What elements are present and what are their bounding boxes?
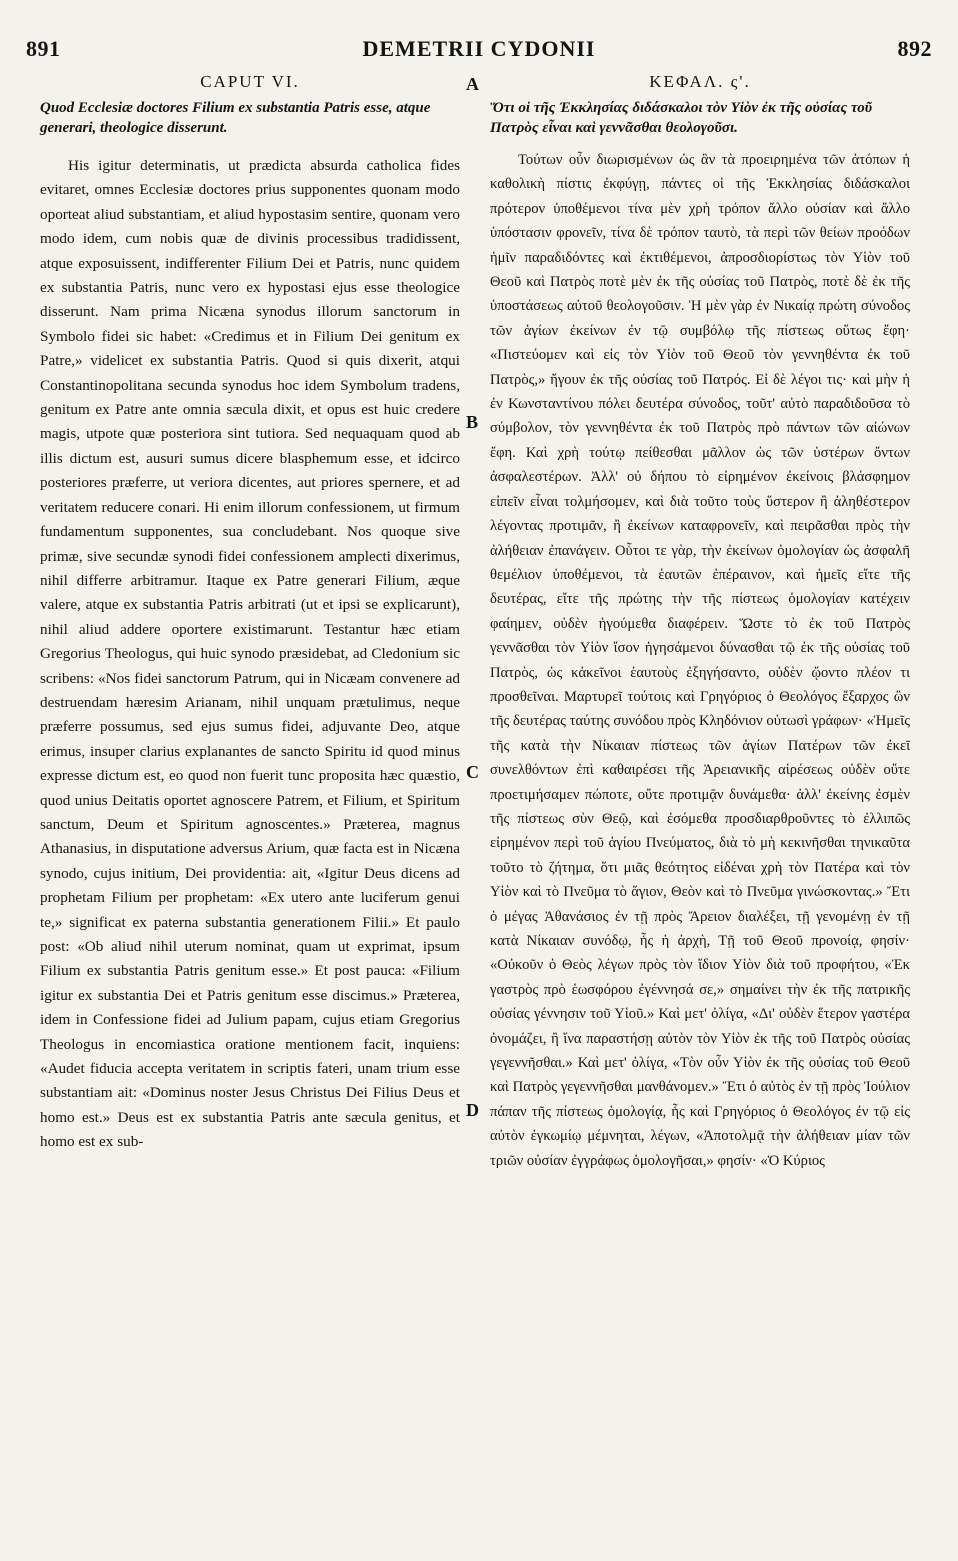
- greek-column: [490, 72, 910, 1173]
- latin-chapter-heading: Quod Ecclesiæ doctores Filium ex substantia Patris esse, atque generari, theologice disserunt.: [40, 100, 431, 136]
- latin-body-text: His igitur determinatis, ut prædicta absurda catholica fides evitaret, omnes Ecclesiæ doctores prius supponentes quonam modo oporteat aliud substantiam, et aliud hypostasim sentire, quonam vero modo idem, cum nobis quæ de divinis processibus tradidissent, atque exposuissent, indifferenter Filium Dei et Patris, nunc quidem ex substantia Patris, nunc vero ex hypostasi ejus esse theologice disserunt. Nam prima Nicæna synodus illorum sanctorum in Symbolo fidei sic habet: «Credimus et in Filium Dei genitum ex Patre,» videlicet ex substantia Patris. Quod si quis dixerit, atqui Constantinopolitana secunda synodus hoc idem Symbolum tradens, genitum ex Patre ante omnia sæcula dixit, et opus est huic credere magis, utpote quæ posteriora sint tutiora. Sed nequaquam quod ab illis dictum est, ausuri sumus dicere blasphemum esse, et idcirco posteriores præferre, ut veriora dicentes, aut priores spernere, et ad veritatem reducere conari. Hi enim illorum confessionem, ut firmum fundamentum supponentes, sua concludebant. Nos quoque sive primæ, sive secundæ synodi fidei confessionem amplecti dixerimus, nihil differre arbitramur. Itaque ex Patre generari Filium, æque valere, atque ex substantia Patris arbitrati (ut et ipsi se explicarunt), nihil aliud addere oportere existimarunt. Testantur hæc etiam Gregorius Theologus, qui huic synodo præsidebat, ad Cledonium sic scribens: «Nos fidei sanctorum Patrum, qui in Nicæam convenere ad destruendam hæresim Arianam, nihil unquam prætulimus, neque præferre possumus, sed ejus sumus fidei, adjuvante Deo, atque erimus, insuper clarius explanantes de sancto Spiritu id quod minus expresse dictum est, eo quod non fuerit tunc proposita hæc quæstio, quod unius Deitatis oportet agnoscere Patrem, et Filium, et Spiritum sanctum, Deum et Spiritum agnoscentes.» Præterea, magnus Athanasius, in disputatione adversus Arium, quæ facta est in Nicæna synodo, cujus initium, Dei providentia: ait, «Igitur Deus dicens ad prophetam Filium per prophetam: «Ex utero ante luciferum genui te,» significat ex paterna substantia generationem Filii.» Et paulo post: «Ob aliud nihil uterum nominat, quam ut exprimat, ipsum Filium ex substantia Patris genitum esse.» Et post pauca: «Filium igitur ex substantia Dei et Patris genitum esse discimus.» Præterea, idem in Confessione fidei ad Julium papam, cujus etiam Gregorius Theologus in encomiastica oratione mentionem facit, inquiens: «Audet fiducia accepta veritatem in scriptis fateri, unam trium esse substantiam ait: «Dominus noster Jesus Christus Dei Filius Deus et homo est.» Deus est ex substantia Patris ante sæcula genitus, et homo est ex sub-: [40, 157, 460, 1151]
- latin-chapter-title: CAPUT VI.: [200, 72, 300, 91]
- section-marker-b: B: [466, 412, 479, 432]
- left-page-number: 891: [26, 36, 61, 61]
- right-page-number: 892: [897, 36, 932, 61]
- greek-chapter-title: ΚΕΦΑΛ. ς'.: [649, 72, 751, 91]
- section-marker-a: A: [466, 74, 479, 94]
- section-marker-d: D: [466, 1100, 479, 1120]
- section-marker-c: C: [466, 762, 479, 782]
- latin-column: [40, 72, 460, 1155]
- greek-chapter-heading: Ὅτι οἱ τῆς Ἐκκλησίας διδάσκαλοι τὸν Υἱὸν ἐκ τῆς οὐσίας τοῦ Πατρὸς εἶναι καὶ γεννᾶσθαι θεολογοῦσι.: [490, 100, 873, 136]
- greek-body-text: Τούτων οὖν διωρισμένων ὡς ἂν τὰ προειρημένα τῶν ἀτόπων ἡ καθολικὴ πίστις ἐκφύγῃ, πάντες οἱ τῆς Ἐκκλησίας διδάσκαλοι πρότερον ὑποθέμενοι τίνα μὲν χρὴ τρόπον ἄλλο οὐσίαν καὶ ἄλλο ὑπόστασιν φρονεῖν, τίνα δὲ τρόπον ταυτὸ, τὰ περὶ τῶν θείων προόδων ἡμῖν παραδιδόντες καὶ ἐκτιθέμενοι, ἀπροσδιορίστως τὸν Υἱὸν τοῦ Θεοῦ καὶ Πατρὸς ποτὲ μὲν ἐκ τῆς οὐσίας τοῦ Πατρὸς, ποτὲ δὲ ἐκ τῆς ὑποστάσεως αὐτοῦ θεολογοῦσιν. Ἡ μὲν γὰρ ἐν Νικαίᾳ πρώτη σύνοδος τῶν ἁγίων ἐκείνων ἐν τῷ συμβόλῳ τῆς πίστεως οὕτως ἔφη· «Πιστεύομεν καὶ εἰς τὸν Υἱὸν τοῦ Θεοῦ τὸν γεννηθέντα ἐκ τοῦ Πατρὸς,» ἤγουν ἐκ τῆς οὐσίας τοῦ Πατρός. Εἰ δὲ λέγοι τις· καὶ μὴν ἡ ἐν Κωνσταντίνου πόλει δευτέρα σύνοδος, τοῦτ' αὐτὸ παραδιδοῦσα τὸ σύμβολον, τὸν γεννηθέντα ἐκ τοῦ Πατρὸς πρὸ πάντων τῶν αἰώνων ἔφη. Καὶ χρὴ τούτῳ πείθεσθαι μᾶλλον ὡς τῶν ὑστέρων ὄντων ἀσφαλεστέρων. Ἀλλ' οὐ δήπου τὸ εἰρημένον ἐκείνοις βλάσφημον εἰπεῖν εἶναι τολμήσομεν, καὶ διὰ τοῦτο τοὺς ὕστερον ἢ ἀληθέστερον λέγοντας προτιμᾶν, ἢ ἐκείνων καταφρονεῖν, καὶ πειρᾶσθαι πρὸς τὴν ἀλήθειαν ἐπανάγειν. Οὗτοι τε γὰρ, τὴν ἐκείνων ὁμολογίαν ὡς ἀσφαλῆ θεμέλιον ὑποθέμενοι, τὰ ἑαυτῶν ἐπέραινον, καὶ ἡμεῖς εἴτε τῆς δευτέρας, εἴτε τῆς πρώτης τὴν τῆς πίστεως ὁμολογίαν κατέχειν φαίημεν, οὐδὲν ἡγούμεθα διαφέρειν. Ὥστε τὸ ἐκ τοῦ Πατρὸς γεννᾶσθαι τὸν Υἱὸν ἴσον ἡγησάμενοι δύνασθαι τῷ ἐκ τῆς οὐσίας τοῦ Πατρὸς, ὡς κἀκεῖνοι ἑαυτοὺς ἐξηγήσαντο, οὐδὲν ᾤοντο πλέον τι προσθεῖναι. Μαρτυρεῖ τούτοις καὶ Γρηγόριος ὁ Θεολόγος ἔξαρχος ὢν τῆς δευτέρας ταύτης συνόδου πρὸς Κληδόνιον οὑτωσὶ γράφων· «Ἡμεῖς τῆς κατὰ τὴν Νίκαιαν πίστεως τῶν ἁγίων Πατέρων τῶν ἐκεῖ συνελθόντων ἐπὶ καθαιρέσει τῆς Ἀρειανικῆς αἱρέσεως οὐδὲν οὔτε προετιμήσαμεν πώποτε, οὔτε προτιμᾷν δυνάμεθα· ἀλλ' ἐκείνης ἐσμὲν τῆς πίστεως σὺν Θεῷ, καὶ ἐσόμεθα προσδιαρθροῦντες τὸ ἐλλιπῶς εἰρημένον περὶ τοῦ ἁγίου Πνεύματος, διὰ τὸ μὴ κεκινῆσθαι τηνικαῦτα τοῦτο τὸ ζήτημα, ὅτι μιᾶς θεότητος εἰδέναι χρὴ τὸν Πατέρα καὶ τὸν Υἱὸν καὶ τὸ Πνεῦμα τὸ ἅγιον, Θεὸν καὶ τὸ Πνεῦμα γινώσκοντας.» Ἔτι ὁ μέγας Ἀθανάσιος ἐν τῇ πρὸς Ἄρειον διαλέξει, τῇ γενομένῃ ἐν τῇ κατὰ Νίκαιαν συνόδῳ, ἧς ἡ ἀρχὴ, Τῇ τοῦ Θεοῦ προνοίᾳ, φησίν· «Οὐκοῦν ὁ Θεὸς λέγων πρὸς τὸν ἴδιον Υἱὸν διὰ τοῦ προφήτου, «Ἐκ γαστρὸς πρὸ ἑωσφόρου ἐγέννησά σε,» σημαίνει τὴν ἐκ τῆς πατρικῆς οὐσίας γέννησιν τοῦ Υἱοῦ.» Καὶ μετ' ὀλίγα, «Δι' οὐδὲν ἕτερον γαστέρα ὀνομάζει, ἢ ἵνα παραστήσῃ αὐτὸν τὸν Υἱὸν ἐκ τῆς τοῦ Πατρὸς οὐσίας γεγεννῆσθαι.» Καὶ μετ' ὀλίγα, «Τὸν οὖν Υἱὸν ἐκ τῆς οὐσίας τοῦ Θεοῦ καὶ Πατρὸς γεγεννῆσθαι μανθάνομεν.» Ἔτι ὁ αὐτὸς ἐν τῇ πρὸς Ἰούλιον πάπαν τῆς πίστεως ὁμολογίᾳ, ἧς καὶ Γρηγόριος ὁ Θεολόγος ἐν τῷ εἰς αὐτὸν ἐγκωμίῳ μέμνηται, λέγων, «Ἀποτολμᾷ τὴν ἀλήθειαν μίαν τῶν τριῶν οὐσίαν ἐγγράφως ὁμολογῆσαι,» φησίν· «Ὁ Κύριος: [490, 152, 910, 1169]
- running-title: DEMETRII CYDONII: [362, 36, 596, 61]
- running-header: [26, 36, 932, 66]
